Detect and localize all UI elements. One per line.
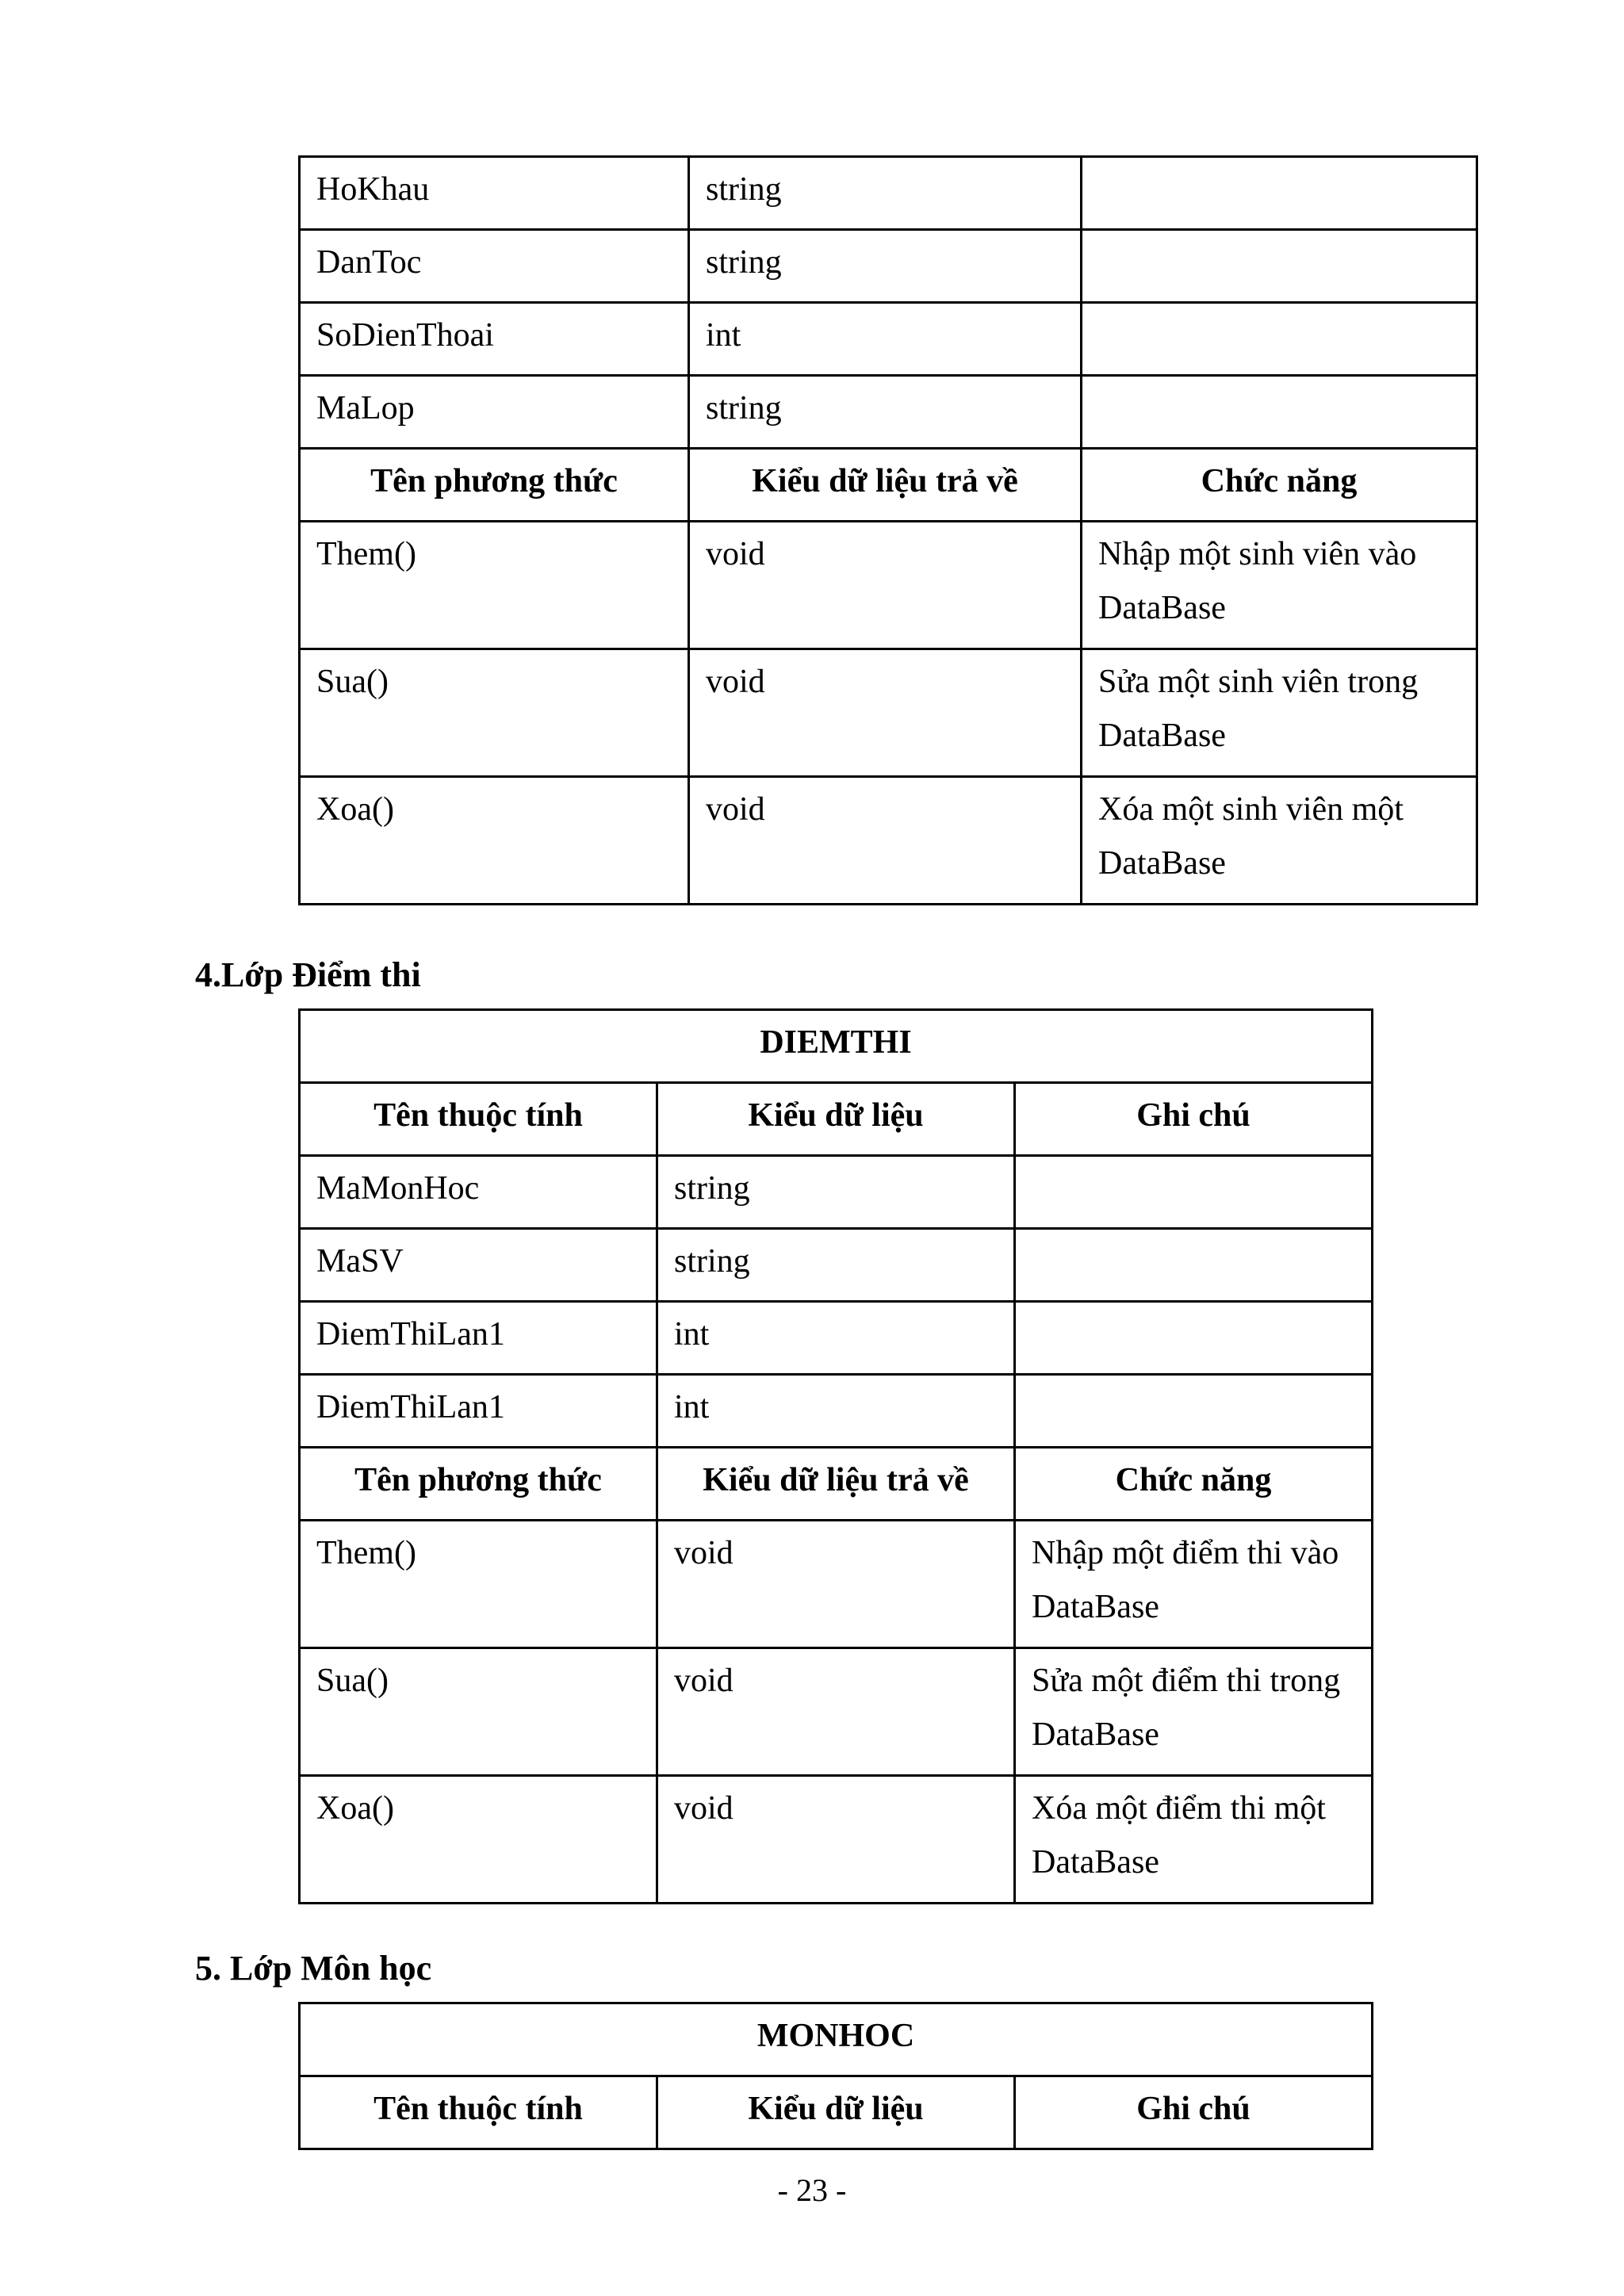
method-return-type: void — [689, 649, 1082, 777]
attribute-note — [1082, 303, 1477, 376]
table-row — [300, 1776, 1373, 1904]
column-header: Tên phương thức — [300, 449, 689, 522]
attribute-name: MaSV — [300, 1229, 657, 1302]
method-name: Xoa() — [300, 1776, 657, 1904]
attribute-note — [1015, 1375, 1373, 1448]
attribute-name: HoKhau — [300, 157, 689, 230]
attribute-note — [1082, 157, 1477, 230]
column-header: Tên thuộc tính — [300, 1083, 657, 1156]
method-name: Them() — [300, 1521, 657, 1648]
table-row — [300, 303, 1477, 376]
column-header: Kiểu dữ liệu — [657, 2076, 1015, 2149]
attribute-header-row — [300, 2076, 1373, 2149]
table-row — [300, 649, 1477, 777]
attribute-type: string — [689, 376, 1082, 449]
method-return-type: void — [689, 777, 1082, 905]
attribute-header-row — [300, 1083, 1373, 1156]
method-return-type: void — [657, 1521, 1015, 1648]
column-header: Tên phương thức — [300, 1448, 657, 1521]
column-header: Ghi chú — [1015, 2076, 1373, 2149]
attribute-type: string — [689, 230, 1082, 303]
table-row — [300, 1648, 1373, 1776]
table-row — [300, 777, 1477, 905]
table-title-row — [300, 1010, 1373, 1083]
attribute-name: DiemThiLan1 — [300, 1302, 657, 1375]
method-name: Sua() — [300, 649, 689, 777]
page-number: - 23 - — [777, 2172, 847, 2208]
attribute-name: MaMonHoc — [300, 1156, 657, 1229]
column-header: Kiểu dữ liệu trả về — [689, 449, 1082, 522]
attribute-note — [1015, 1156, 1373, 1229]
method-return-type: void — [689, 522, 1082, 649]
method-return-type: void — [657, 1648, 1015, 1776]
section-heading: 5. Lớp Môn học — [195, 1949, 432, 1988]
column-header: Kiểu dữ liệu — [657, 1083, 1015, 1156]
attribute-note — [1015, 1302, 1373, 1375]
attribute-name: DanToc — [300, 230, 689, 303]
section-heading: 4.Lớp Điểm thi — [195, 955, 421, 994]
method-function: Xóa một sinh viên một DataBase — [1082, 777, 1477, 905]
method-function: Nhập một sinh viên vào DataBase — [1082, 522, 1477, 649]
column-header: Chức năng — [1015, 1448, 1373, 1521]
student-class-table-continued — [298, 155, 1478, 905]
table-row — [300, 157, 1477, 230]
diemthi-class-table — [298, 1008, 1373, 1904]
table-title: DIEMTHI — [300, 1010, 1373, 1083]
attribute-name: MaLop — [300, 376, 689, 449]
method-header-row — [300, 1448, 1373, 1521]
attribute-type: string — [657, 1229, 1015, 1302]
attribute-type: string — [689, 157, 1082, 230]
method-function: Nhập một điểm thi vào DataBase — [1015, 1521, 1373, 1648]
method-header-row — [300, 449, 1477, 522]
attribute-name: SoDienThoai — [300, 303, 689, 376]
attribute-type: string — [657, 1156, 1015, 1229]
monhoc-class-table — [298, 2002, 1373, 2150]
method-function: Xóa một điểm thi một DataBase — [1015, 1776, 1373, 1904]
column-header: Tên thuộc tính — [300, 2076, 657, 2149]
table-row — [300, 1375, 1373, 1448]
method-return-type: void — [657, 1776, 1015, 1904]
method-name: Sua() — [300, 1648, 657, 1776]
attribute-type: int — [657, 1302, 1015, 1375]
table-row — [300, 1521, 1373, 1648]
method-function: Sửa một điểm thi trong DataBase — [1015, 1648, 1373, 1776]
table-title: MONHOC — [300, 2003, 1373, 2076]
table-row — [300, 1229, 1373, 1302]
attribute-note — [1015, 1229, 1373, 1302]
attribute-type: int — [689, 303, 1082, 376]
attribute-type: int — [657, 1375, 1015, 1448]
column-header: Chức năng — [1082, 449, 1477, 522]
attribute-note — [1082, 376, 1477, 449]
table-row — [300, 1156, 1373, 1229]
method-name: Xoa() — [300, 777, 689, 905]
attribute-note — [1082, 230, 1477, 303]
table-row — [300, 1302, 1373, 1375]
method-function: Sửa một sinh viên trong DataBase — [1082, 649, 1477, 777]
table-row — [300, 230, 1477, 303]
column-header: Kiểu dữ liệu trả về — [657, 1448, 1015, 1521]
method-name: Them() — [300, 522, 689, 649]
table-row — [300, 376, 1477, 449]
attribute-name: DiemThiLan1 — [300, 1375, 657, 1448]
table-row — [300, 522, 1477, 649]
table-title-row — [300, 2003, 1373, 2076]
column-header: Ghi chú — [1015, 1083, 1373, 1156]
